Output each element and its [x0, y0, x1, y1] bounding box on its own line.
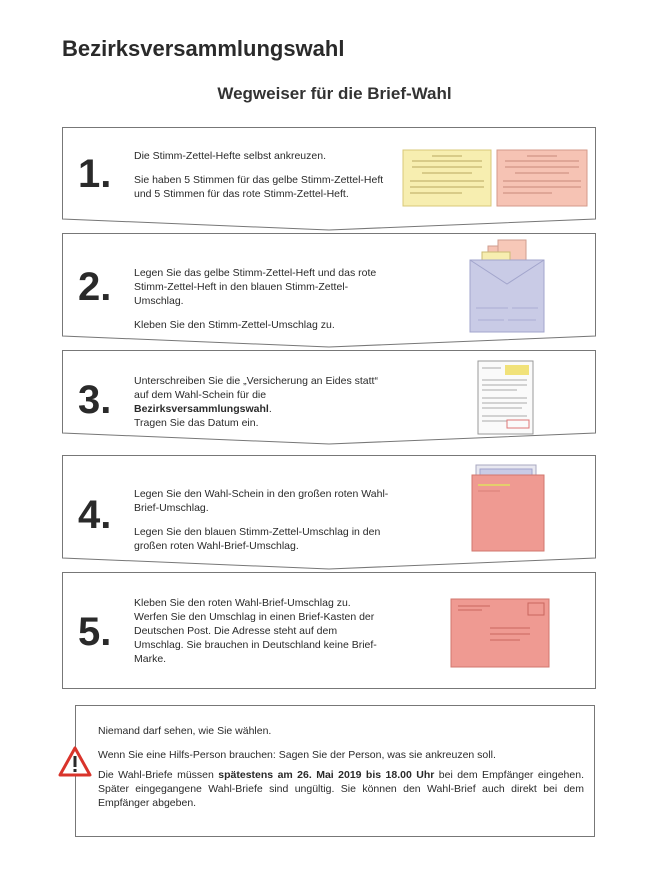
step-5-number: 5. [78, 610, 112, 654]
notice-box [75, 705, 595, 837]
step-1-number: 1. [78, 152, 112, 196]
notice-line-3-after: bei dem Empfänger eingehen. Später eingegangene Wahl-Briefe sind ungültig. Sie können den Wahl-Brief auch direkt bei dem Empfänger abgeben. [98, 769, 584, 809]
warning-icon [58, 746, 92, 778]
step-2-number: 2. [78, 265, 112, 309]
step-4-number: 4. [78, 493, 112, 537]
step-2-line-2: Kleben Sie den Stimm-Zettel-Umschlag zu. [134, 319, 335, 331]
page-subtitle: Wegweiser für die Brief-Wahl [217, 84, 452, 103]
step-2-line-1: Legen Sie das gelbe Stimm-Zettel-Heft und das rote Stimm-Zettel-Heft in den blauen Stimm-Zettel-Umschlag. [134, 267, 377, 307]
step-3 [62, 350, 596, 445]
sealed-envelope-illustration [450, 598, 552, 670]
page-title: Bezirksversammlungswahl [62, 36, 345, 61]
notice-line-1: Niemand darf sehen, wie Sie wählen. [98, 725, 272, 737]
step-3-text [134, 374, 379, 430]
step-3-text-after: . [268, 403, 272, 415]
step-1 [62, 127, 596, 231]
step-3-text-line2: Tragen Sie das Datum ein. [134, 417, 259, 429]
step-2-text [134, 266, 388, 332]
step-5 [62, 572, 596, 690]
step-3-number: 3. [78, 378, 112, 422]
step-3-line-1 [134, 374, 379, 430]
blue-envelope-illustration [468, 236, 558, 336]
step-1-text [134, 149, 396, 201]
step-1-line-2: Sie haben 5 Stimmen für das gelbe Stimm-Zettel-Heft und 5 Stimmen für das rote Stimm-Zettel-Heft. [134, 174, 384, 200]
step-4-line-2: Legen Sie den blauen Stimm-Zettel-Umschlag in den großen roten Wahl-Brief-Umschlag. [134, 526, 381, 552]
ballot-booklets-illustration [402, 149, 590, 209]
step-3-text-bold: Bezirksversammlungswahl [134, 403, 269, 415]
notice-line-2: Wenn Sie eine Hilfs-Person brauchen: Sagen Sie der Person, was sie ankreuzen soll. [98, 749, 496, 761]
step-4-text [134, 487, 396, 553]
step-4-line-1: Legen Sie den Wahl-Schein in den großen roten Wahl-Brief-Umschlag. [134, 488, 389, 514]
election-certificate-illustration [477, 360, 535, 436]
step-5-text [134, 596, 384, 666]
step-3-text-before: Unterschreiben Sie die „Versicherung an Eides statt“ auf dem Wahl-Schein für die [134, 375, 378, 401]
step-5-line-1: Kleben Sie den roten Wahl-Brief-Umschlag zu. Werfen Sie den Umschlag in einen Brief-Kasten der Deutschen Post. Die Adresse steht auf dem Umschlag. Sie brauchen in Deutschland keine Brief-Marke. [134, 597, 377, 665]
step-2 [62, 233, 596, 348]
step-4 [62, 455, 596, 570]
notice-line-3-before: Die Wahl-Briefe müssen [98, 769, 219, 781]
red-envelope-illustration [470, 463, 550, 553]
notice-line-3 [98, 768, 584, 810]
step-1-line-1: Die Stimm-Zettel-Hefte selbst ankreuzen. [134, 150, 326, 162]
notice-deadline: spätestens am 26. Mai 2019 bis 18.00 Uhr [218, 769, 435, 781]
